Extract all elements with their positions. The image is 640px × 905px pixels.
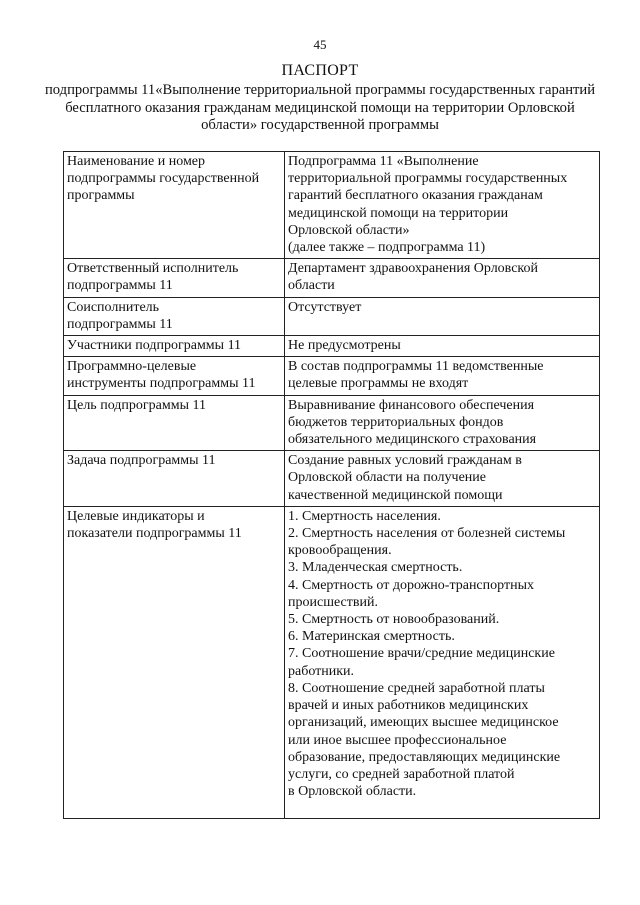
- table-row-coexecutor: [64, 297, 600, 335]
- row-value-indicators: [285, 506, 600, 818]
- table-row-indicators: [64, 506, 600, 818]
- row-label-coexecutor: Соисполнитель подпрограммы 11: [64, 297, 285, 335]
- indicator-item: 8. Соотношение средней заработной платы врачей и иных работников медицинских организаций, имеющих высшее медицинское или иное высшее профессиональное образование, предоставляющих медицинские услуги, со средней заработной платой в Орловской области.: [288, 680, 561, 800]
- indicator-item: 1. Смертность населения.: [288, 508, 441, 524]
- indicator-item: 7. Соотношение врачи/средние медицинские работники.: [288, 646, 555, 679]
- passport-table: [63, 151, 600, 819]
- row-label-task: Задача подпрограммы 11: [64, 451, 285, 507]
- row-label-instruments: Программно-целевые инструменты подпрограммы 11: [64, 357, 285, 395]
- table-row-goal: [64, 395, 600, 451]
- row-value-coexecutor: Отсутствует: [285, 297, 600, 335]
- indicator-item: 5. Смертность от новообразований.: [288, 612, 500, 628]
- table-row-participants: [64, 336, 600, 357]
- row-value-name: Подпрограмма 11 «Выполнение территориальной программы государственных гарантий бесплатного оказания гражданам медицинской помощи на территории Орловской области» (далее также – подпрограмма 11): [285, 152, 600, 259]
- indicator-item: 3. Младенческая смертность.: [288, 560, 463, 576]
- page-title: ПАСПОРТ: [281, 62, 359, 79]
- row-label-indicators: Целевые индикаторы и показатели подпрограммы 11: [64, 506, 285, 818]
- page-subtitle: подпрограммы 11«Выполнение территориальной программы государственных гарантий бесплатного оказания гражданам медицинской помощи на территории Орловской области» государственной программы: [44, 82, 596, 134]
- row-value-executor: Департамент здравоохранения Орловской области: [285, 259, 600, 297]
- row-value-instruments: В состав подпрограммы 11 ведомственные целевые программы не входят: [285, 357, 600, 395]
- row-label-name: Наименование и номер подпрограммы государственной программы: [64, 152, 285, 259]
- table-row-name: [64, 152, 600, 259]
- table-row-instruments: [64, 357, 600, 395]
- row-label-executor: Ответственный исполнитель подпрограммы 11: [64, 259, 285, 297]
- row-label-goal: Цель подпрограммы 11: [64, 395, 285, 451]
- row-value-task: Создание равных условий гражданам в Орловской области на получение качественной медицинской помощи: [285, 451, 600, 507]
- page-number: 45: [313, 37, 327, 52]
- row-value-goal: Выравнивание финансового обеспечения бюджетов территориальных фондов обязательного медицинского страхования: [285, 395, 600, 451]
- table-row-executor: [64, 259, 600, 297]
- indicator-item: 4. Смертность от дорожно-транспортных происшествий.: [288, 577, 534, 610]
- indicator-item: 2. Смертность населения от болезней системы кровообращения.: [288, 526, 566, 559]
- indicator-item: 6. Материнская смертность.: [288, 629, 455, 645]
- row-label-participants: Участники подпрограммы 11: [64, 336, 285, 357]
- row-value-participants: Не предусмотрены: [285, 336, 600, 357]
- table-row-task: [64, 451, 600, 507]
